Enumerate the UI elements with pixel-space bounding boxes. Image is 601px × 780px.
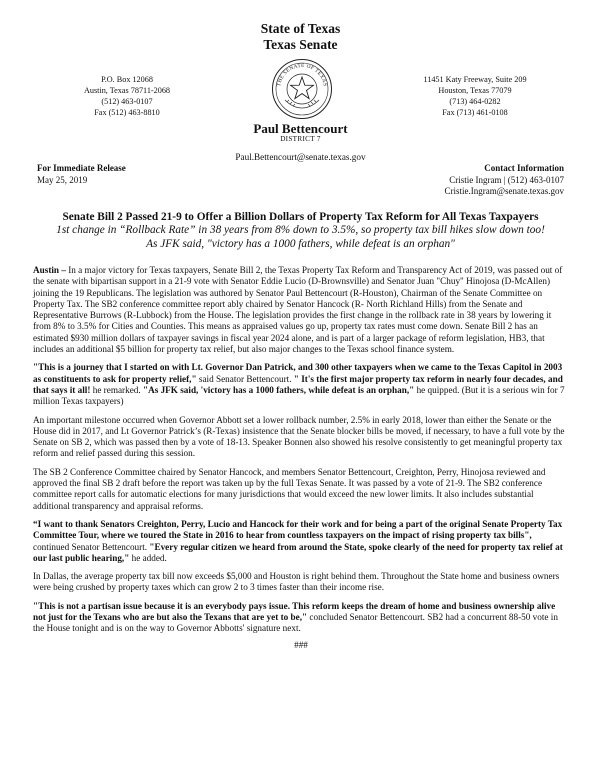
address-line: Austin, Texas 78711-2068	[83, 86, 171, 95]
paragraph: In Dallas, the average property tax bill now exceeds $5,000 and Houston is right behind them. Throughout the State home and business owners were being crushed by property taxes which can grow 2 to 3 times faster than their income rise.	[33, 571, 560, 593]
contact-name-phone: Cristie Ingram | (512) 463-0107	[449, 174, 564, 185]
state-heading: State of Texas	[260, 21, 341, 36]
district-label: DISTRICT 7	[280, 135, 321, 143]
release-info	[37, 163, 126, 186]
svg-text:THE SENATE OF TEXAS	[276, 63, 328, 87]
capitol-address	[62, 74, 192, 118]
quote-text: "Every regular citizen we heard from around the State, spoke clearly of the need for property tax relief at our last public hearing,"	[33, 541, 563, 563]
paragraph: An important milestone occurred when Governor Abbott set a lower rollback number, 2.5% in early 2018, lower than either the Senate or the House did in 2017, and Lt Governor Patrick’s (R-Texas) insistence that the Senate blocker bills be moved, if necessary, to have a full vote by the Senate on SB 2, which was passed then by a vote of 18-13. Speaker Bonnen also showed his resolve consistently to get meaningful property tax reform and relief passed during this session.	[33, 414, 565, 459]
senator-name: Paul Bettencourt	[253, 121, 348, 136]
paragraph-text: he quipped. (But it is a serious win for 7 million Texas taxpayers)	[33, 384, 565, 407]
contact-label: Contact Information	[484, 163, 564, 173]
quote-text: "This is not a partisan issue because it is an everybody pays issue. This reform keeps the dream of home and business ownership alive not just for the Texans who are but also the Texans that are yet to be,"	[33, 600, 556, 623]
paragraph-text: said Senator Bettencourt.	[196, 373, 294, 384]
paragraph: The SB 2 Conference Committee chaired by Senator Hancock, and members Senator Bettencourt, Creighton, Perry, Hinojosa reviewed and approved the final SB 2 draft before the report was taken up by the full Texas Senate. It was passed by a vote of 21-9. The SB2 conference committee report calls for automatic elections for many jurisdictions that would exceed the new lower limits. It also includes substantial additional transparency and appraisal reforms.	[33, 466, 546, 511]
fax-line: Fax (512) 463-8810	[94, 108, 160, 117]
headline-block	[20, 210, 581, 251]
address-line: P.O. Box 12068	[101, 75, 153, 84]
contact-info	[444, 163, 564, 198]
release-label: For Immediate Release	[37, 163, 126, 173]
paragraph-text: he remarked.	[90, 384, 143, 395]
senate-seal-icon	[271, 58, 333, 120]
quote-paragraph	[33, 362, 569, 407]
headline-quote: As JFK said, "victory has a 1000 fathers, while defeat is an orphan"	[146, 237, 455, 250]
fax-line: Fax (713) 461-0108	[442, 108, 508, 117]
release-date: May 25, 2019	[37, 174, 88, 185]
end-mark: ###	[294, 639, 308, 650]
headline-title: Senate Bill 2 Passed 21-9 to Offer a Billion Dollars of Property Tax Reform for All Texas Taxpayers	[62, 211, 539, 223]
contact-email[interactable]: Cristie.Ingram@senate.texas.gov	[444, 186, 564, 196]
quote-text: " It's the first major property tax reform in nearly four decades, and that says it all!	[33, 373, 563, 395]
senator-email[interactable]: Paul.Bettencourt@senate.texas.gov	[235, 152, 366, 162]
address-line: Houston, Texas 77079	[438, 86, 512, 95]
paragraph-text: continued Senator Bettencourt.	[33, 541, 150, 552]
quote-text: "As JFK said, 'victory has a 1000 fathers, while defeat is an orphan,"	[142, 384, 415, 395]
phone-line: (713) 464-0282	[449, 97, 501, 106]
dateline: Austin –	[33, 265, 66, 275]
paragraph-text: concluded Senator Bettencourt. SB2 had a concurrent 88-50 vote in the House tonight and is on the way to Governor Abbotts' signature next.	[33, 612, 558, 634]
district-address	[400, 74, 550, 118]
paragraph	[33, 265, 569, 355]
senate-heading: Texas Senate	[263, 37, 338, 52]
press-body	[33, 265, 569, 651]
quote-paragraph	[33, 601, 569, 635]
phone-line: (512) 463-0107	[101, 97, 153, 106]
quote-text: “I want to thank Senators Creighton, Perry, Lucio and Hancock for their work and for being a part of the original Senate Property Tax Committee Tour, where we toured the State in 2016 to hear from countless taxpayers on the impact of rising property tax bills",	[33, 518, 563, 541]
address-line: 11451 Katy Freeway, Suite 209	[423, 75, 527, 84]
paragraph-text: In a major victory for Texas taxpayers, Senate Bill 2, the Texas Property Tax Reform and Transparency Act of 2019, was passed out of the senate with bipartisan support in a 21-9 vote with Senator Eddie Lucio (D-Brownsville) and Senator Juan "Chuy" Hinojosa (D-McAllen) joining the 19 Republicans. The legislation was authored by Senator Paul Bettencourt (R-Houston), Chairman of the Senate Committee on Property Tax. The SB2 conference committee report ably chaired by Senator Hancock (R- North Richland Hills) from the Senate and Representative Burrows (R-Lubbock) from the House. The legislation provides the first change in the rollback rate in 38 years by lowering it from 8% to 3.5% for Cities and Counties. This means as appraised values go up, property tax rates must come down. Senate Bill 2 has an estimated $930 million dollars of taxpayer savings in fiscal year 2024 alone, and is part of a larger package of reform legislation, HB3, that includes an additional $5 billion for property tax relief, but also major changes to the Texas school finance system.	[33, 265, 563, 355]
quote-text: "This is a journey that I started on with Lt. Governor Dan Patrick, and 300 other taxpayers when we came to the Texas Capitol in 2003 as constituents to ask for property relief,"	[33, 362, 563, 384]
seal-text: THE SENATE OF TEXAS	[276, 62, 328, 87]
paragraph-text: he added.	[129, 552, 167, 563]
headline-subtitle: 1st change in “Rollback Rate” in 38 years from 8% down to 3.5%, so property tax bill hikes slow down too!	[56, 224, 545, 236]
quote-paragraph	[33, 519, 569, 564]
